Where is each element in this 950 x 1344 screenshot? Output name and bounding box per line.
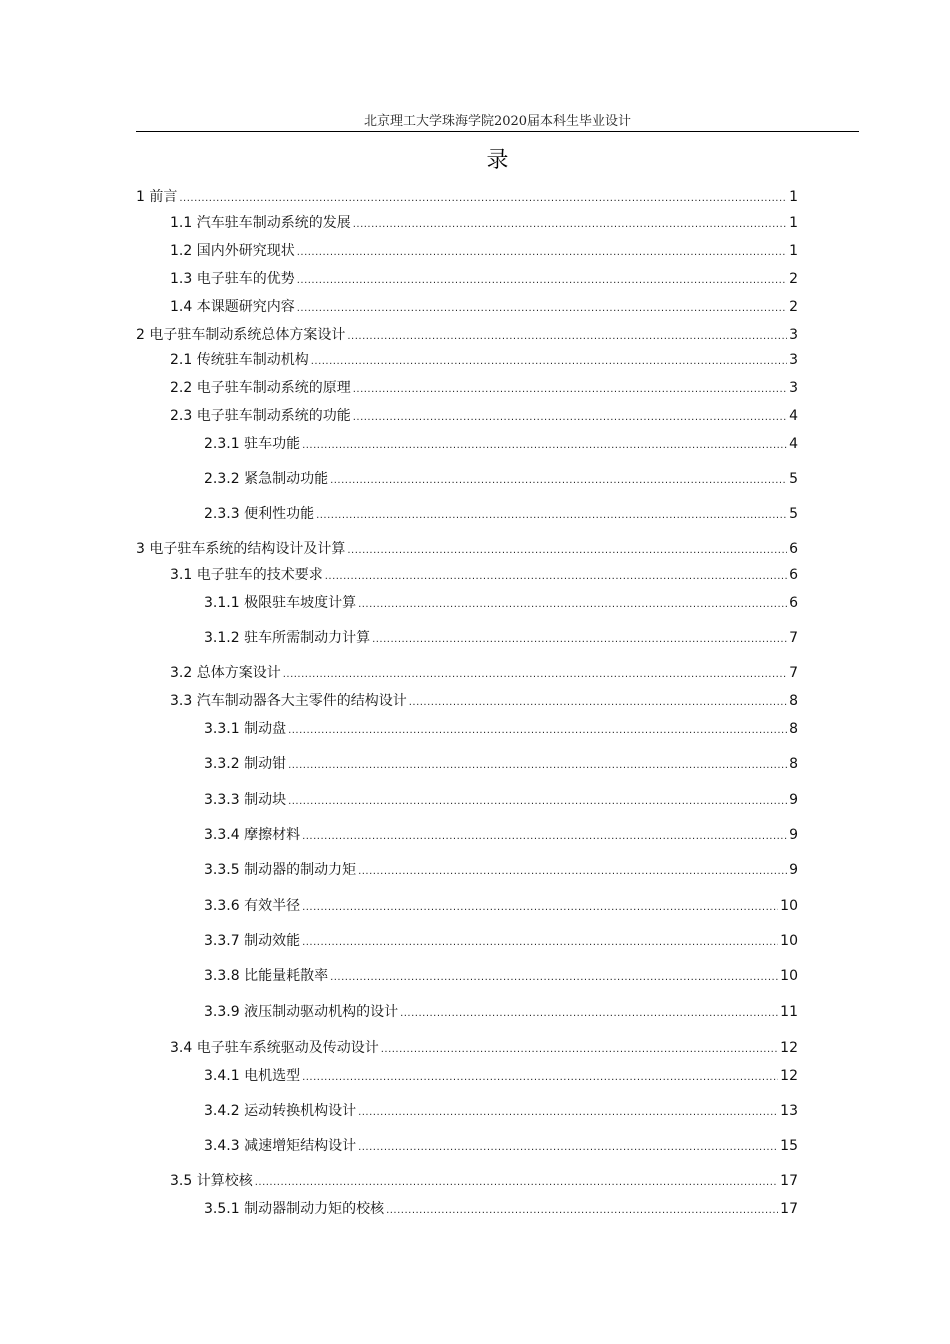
toc-page-number: 6	[789, 595, 798, 611]
toc-entry[interactable]	[204, 1101, 798, 1121]
toc-entry-text: 3 电子驻车系统的结构设计及计算	[136, 541, 346, 557]
toc-dot-leader	[316, 506, 787, 526]
toc-dot-leader	[372, 630, 787, 650]
toc-entry[interactable]	[204, 593, 798, 613]
toc-dot-leader	[288, 721, 787, 741]
toc-entry[interactable]	[170, 241, 798, 261]
toc-entry[interactable]	[204, 1199, 798, 1219]
toc-entry[interactable]	[204, 1136, 798, 1156]
toc-dot-leader	[353, 215, 787, 235]
toc-entry[interactable]	[204, 434, 798, 454]
toc-page-number: 3	[789, 352, 798, 368]
toc-page-number: 1	[789, 243, 798, 259]
toc-page-number: 11	[780, 1004, 798, 1020]
toc-page-number: 17	[780, 1173, 798, 1189]
toc-dot-leader	[288, 756, 787, 776]
toc-entry-text: 3.3.7 制动效能	[204, 933, 301, 949]
toc-page-number: 9	[789, 827, 798, 843]
toc-entry[interactable]	[136, 187, 798, 207]
toc-dot-leader	[353, 380, 787, 400]
toc-entry[interactable]	[170, 691, 798, 711]
toc-entry[interactable]	[204, 504, 798, 524]
toc-entry-text: 2.3.1 驻车功能	[204, 436, 301, 452]
toc-entry-text: 3.3.9 液压制动驱动机构的设计	[204, 1004, 399, 1020]
toc-dot-leader	[400, 1004, 778, 1024]
toc-dot-leader	[330, 968, 778, 988]
toc-dot-leader	[255, 1173, 778, 1193]
toc-dot-leader	[311, 352, 787, 372]
toc-dot-leader	[409, 693, 787, 713]
toc-dot-leader	[358, 862, 787, 882]
toc-entry-text: 2.3.2 紧急制动功能	[204, 471, 329, 487]
toc-entry-text: 3.5 计算校核	[170, 1173, 253, 1189]
toc-page-number: 2	[789, 299, 798, 315]
toc-dot-leader	[297, 243, 787, 263]
toc-dot-leader	[302, 933, 778, 953]
toc-dot-leader	[381, 1040, 778, 1060]
toc-dot-leader	[302, 827, 787, 847]
toc-entry-text: 3.3.5 制动器的制动力矩	[204, 862, 357, 878]
toc-dot-leader	[358, 595, 787, 615]
toc-entry-text: 3.3.6 有效半径	[204, 898, 301, 914]
toc-entry-text: 3.5.1 制动器制动力矩的校核	[204, 1201, 385, 1217]
toc-entry[interactable]	[204, 719, 798, 739]
toc-entry[interactable]	[170, 1038, 798, 1058]
toc-page-number: 6	[789, 541, 798, 557]
toc-entry[interactable]	[204, 860, 798, 880]
toc-page-number: 5	[789, 506, 798, 522]
toc-dot-leader	[358, 1103, 778, 1123]
toc-page-number: 13	[780, 1103, 798, 1119]
toc-page-number: 6	[789, 567, 798, 583]
toc-entry-text: 3.3.1 制动盘	[204, 721, 287, 737]
toc-entry-text: 1.1 汽车驻车制动系统的发展	[170, 215, 351, 231]
toc-entry-text: 3.4.1 电机选型	[204, 1068, 301, 1084]
toc-entry-text: 3.1.1 极限驻车坡度计算	[204, 595, 357, 611]
toc-entry-text: 1.2 国内外研究现状	[170, 243, 295, 259]
toc-entry[interactable]	[170, 565, 798, 585]
toc-entry-text: 3.1 电子驻车的技术要求	[170, 567, 323, 583]
toc-entry[interactable]	[204, 628, 798, 648]
toc-dot-leader	[358, 1138, 778, 1158]
toc-dot-leader	[353, 408, 787, 428]
toc-entry[interactable]	[136, 539, 798, 559]
toc-entry-text: 3.4.2 运动转换机构设计	[204, 1103, 357, 1119]
toc-entry[interactable]	[170, 406, 798, 426]
toc-entry[interactable]	[170, 297, 798, 317]
page-header: 北京理工大学珠海学院2020届本科生毕业设计	[363, 114, 632, 129]
toc-entry-text: 1 前言	[136, 189, 178, 205]
toc-page-number: 8	[789, 756, 798, 772]
toc-dot-leader	[302, 898, 778, 918]
toc-entry[interactable]	[204, 896, 798, 916]
toc-entry[interactable]	[136, 325, 798, 345]
toc-dot-leader	[386, 1201, 778, 1221]
toc-page-number: 17	[780, 1201, 798, 1217]
toc-entry[interactable]	[170, 213, 798, 233]
toc-entry[interactable]	[204, 754, 798, 774]
toc-title: 录	[486, 148, 509, 173]
toc-page-number: 9	[789, 862, 798, 878]
toc-dot-leader	[347, 541, 787, 561]
toc-entry-text: 1.4 本课题研究内容	[170, 299, 295, 315]
toc-entry-text: 2.3 电子驻车制动系统的功能	[170, 408, 351, 424]
toc-entry[interactable]	[170, 269, 798, 289]
toc-dot-leader	[179, 189, 787, 209]
toc-page-number: 1	[789, 189, 798, 205]
toc-entry-text: 2.1 传统驻车制动机构	[170, 352, 309, 368]
toc-page-number: 4	[789, 436, 798, 452]
toc-entry-text: 3.3.3 制动块	[204, 792, 287, 808]
toc-dot-leader	[297, 299, 787, 319]
toc-entry[interactable]	[170, 1171, 798, 1191]
toc-entry-text: 3.3 汽车制动器各大主零件的结构设计	[170, 693, 407, 709]
toc-page-number: 2	[789, 271, 798, 287]
toc-entry-text: 3.3.8 比能量耗散率	[204, 968, 329, 984]
toc-page-number: 8	[789, 721, 798, 737]
toc-entry[interactable]	[204, 966, 798, 986]
toc-entry-text: 2.2 电子驻车制动系统的原理	[170, 380, 351, 396]
toc-entry-text: 1.3 电子驻车的优势	[170, 271, 295, 287]
toc-page-number: 1	[789, 215, 798, 231]
toc-dot-leader	[347, 327, 787, 347]
toc-entry-text: 3.3.2 制动钳	[204, 756, 287, 772]
toc-entry[interactable]	[204, 1066, 798, 1086]
toc-page-number: 12	[780, 1040, 798, 1056]
toc-entry-text: 3.4.3 减速增矩结构设计	[204, 1138, 357, 1154]
toc-entry-text: 3.3.4 摩擦材料	[204, 827, 301, 843]
toc-dot-leader	[288, 792, 787, 812]
toc-entry-text: 3.1.2 驻车所需制动力计算	[204, 630, 371, 646]
toc-page-number: 7	[789, 630, 798, 646]
toc-entry[interactable]	[170, 663, 798, 683]
toc-entry[interactable]	[204, 931, 798, 951]
toc-page-number: 5	[789, 471, 798, 487]
toc-entry[interactable]	[204, 825, 798, 845]
toc-entry[interactable]	[204, 790, 798, 810]
toc-page-number: 9	[789, 792, 798, 808]
toc-page-number: 7	[789, 665, 798, 681]
toc-page-number: 10	[780, 898, 798, 914]
toc-page-number: 10	[780, 968, 798, 984]
toc-dot-leader	[297, 271, 787, 291]
toc-dot-leader	[302, 436, 787, 456]
toc-entry[interactable]	[170, 350, 798, 370]
toc-page-number: 8	[789, 693, 798, 709]
toc-page-number: 12	[780, 1068, 798, 1084]
toc-dot-leader	[283, 665, 787, 685]
toc-entry-text: 3.2 总体方案设计	[170, 665, 281, 681]
toc-page-number: 15	[780, 1138, 798, 1154]
toc-entry-text: 2 电子驻车制动系统总体方案设计	[136, 327, 346, 343]
toc-entry[interactable]	[204, 469, 798, 489]
toc-dot-leader	[302, 1068, 778, 1088]
toc-entry-text: 3.4 电子驻车系统驱动及传动设计	[170, 1040, 379, 1056]
toc-page-number: 3	[789, 327, 798, 343]
toc-entry-text: 2.3.3 便利性功能	[204, 506, 315, 522]
toc-entry[interactable]	[204, 1002, 798, 1022]
toc-page-number: 4	[789, 408, 798, 424]
toc-entry[interactable]	[170, 378, 798, 398]
toc-page-number: 10	[780, 933, 798, 949]
toc-dot-leader	[325, 567, 787, 587]
toc-page-number: 3	[789, 380, 798, 396]
toc-dot-leader	[330, 471, 787, 491]
